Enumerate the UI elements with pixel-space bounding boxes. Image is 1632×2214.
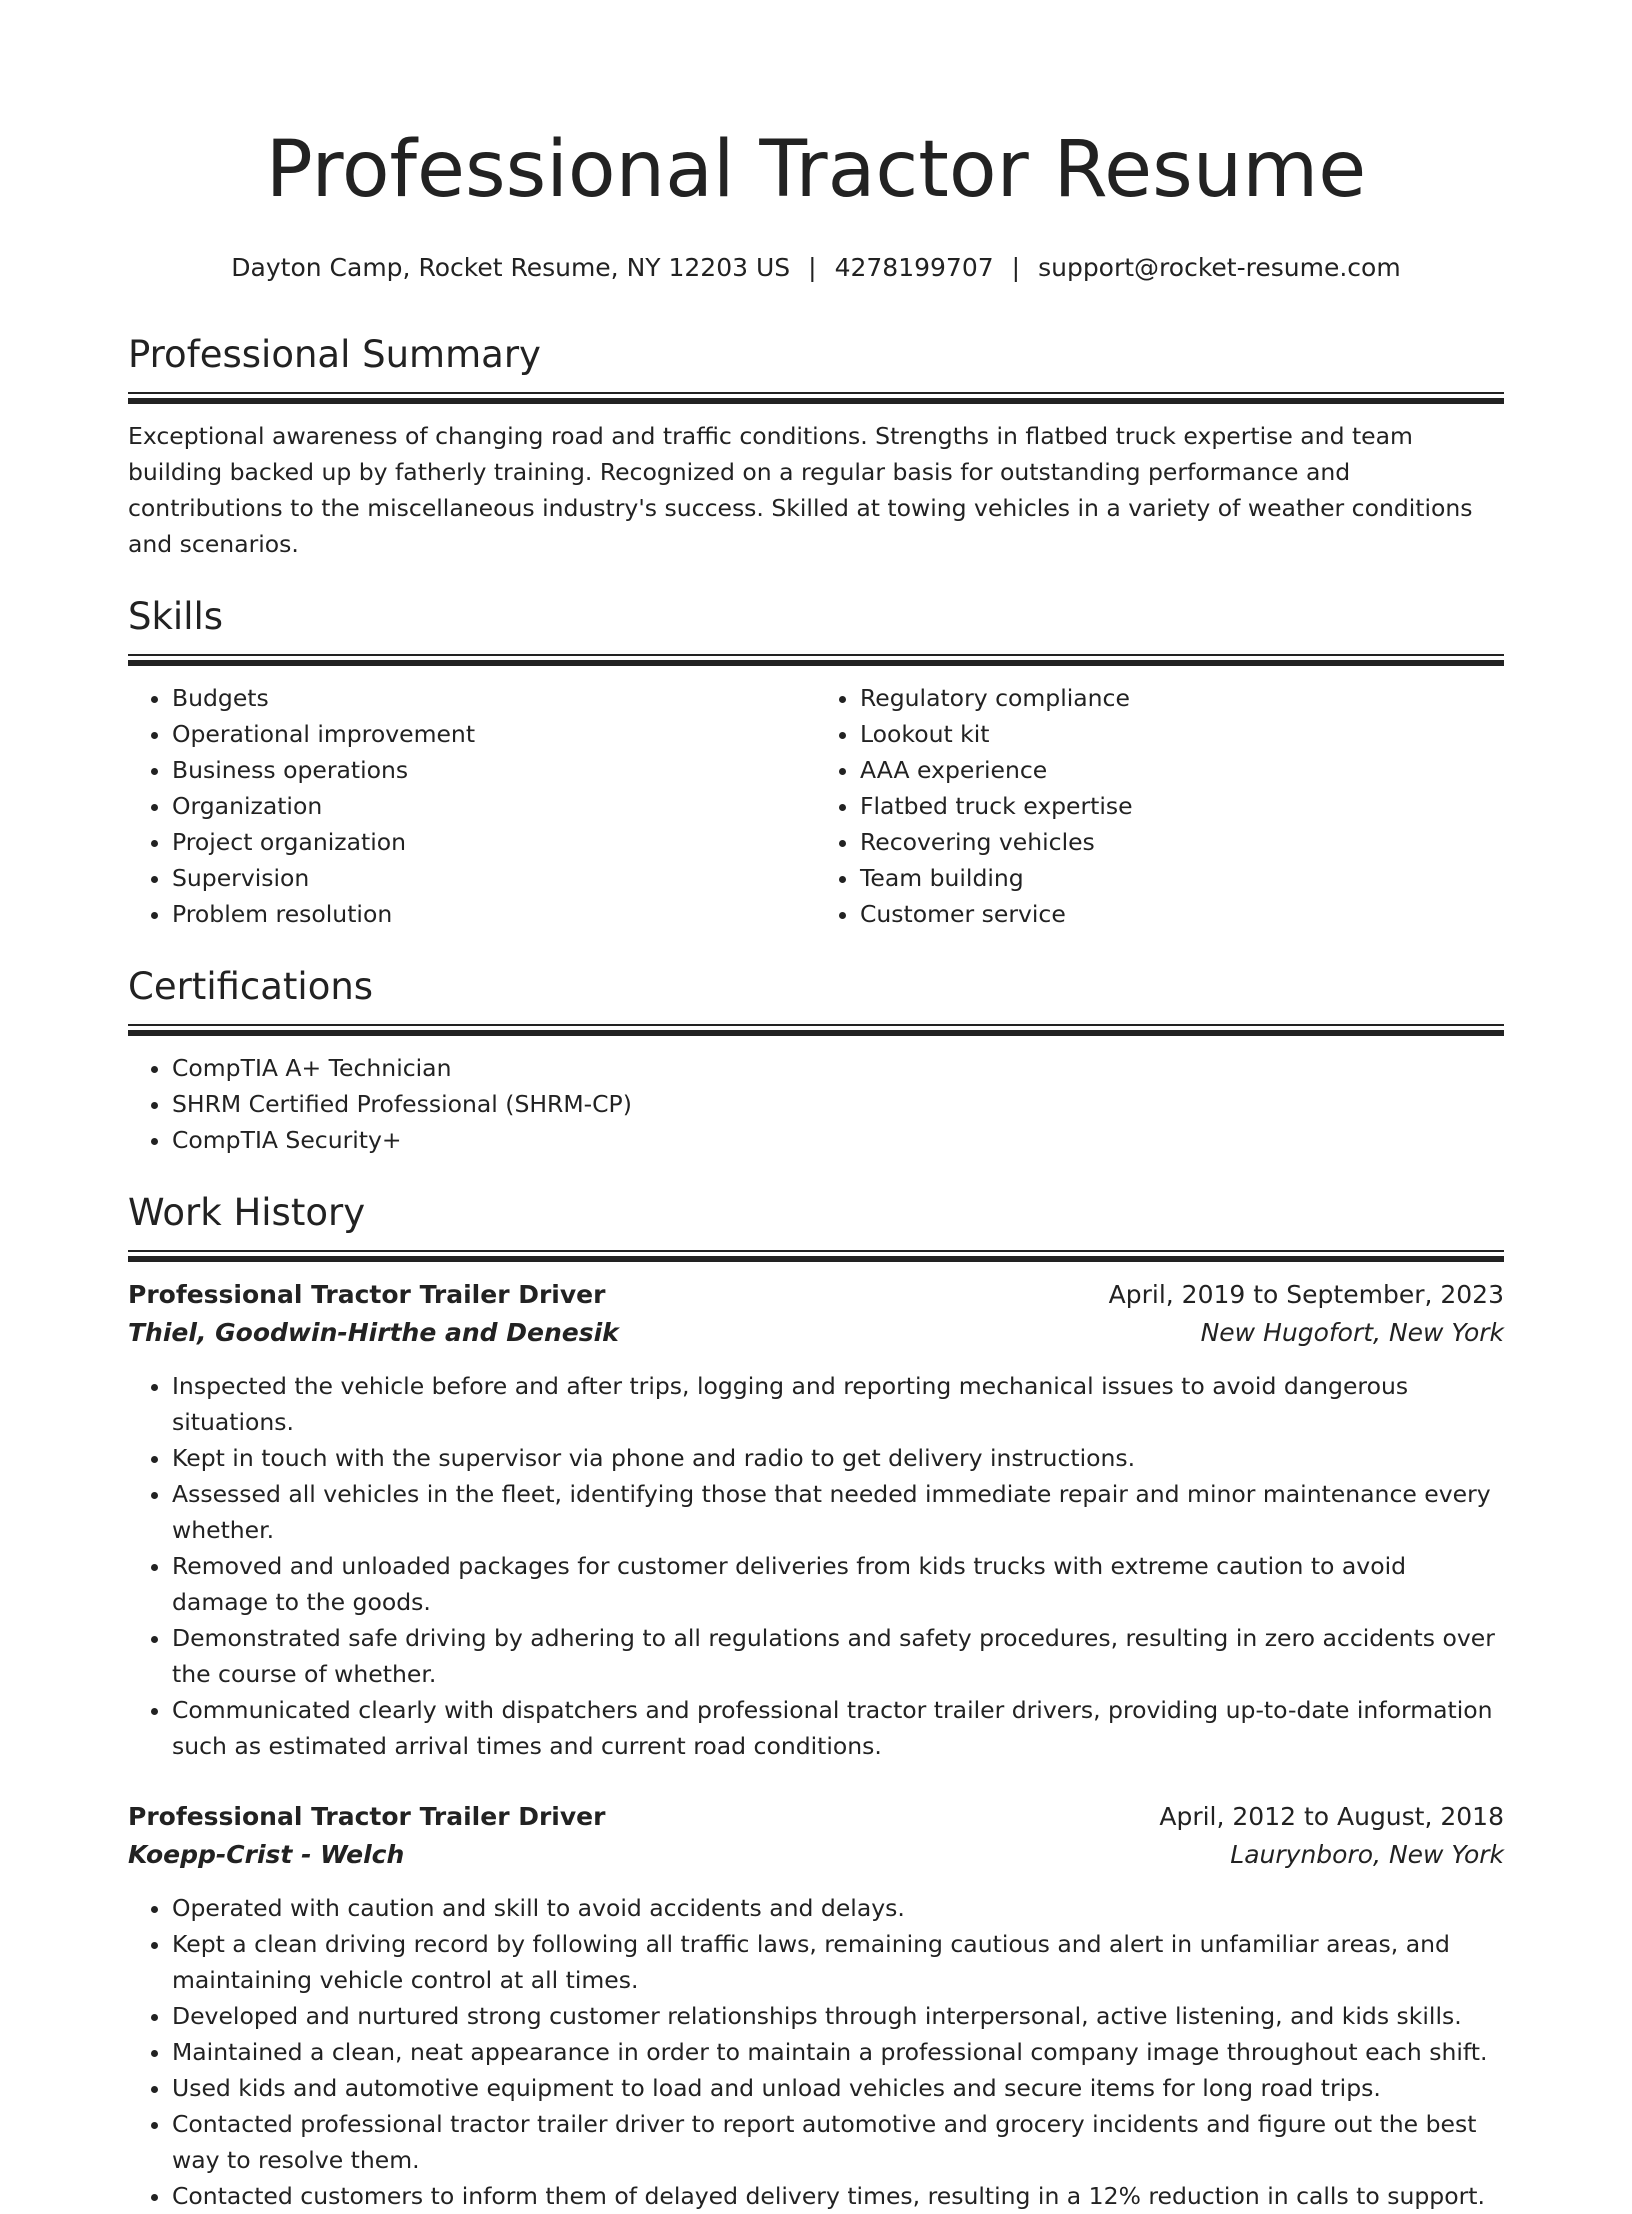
summary-text: Exceptional awareness of changing road and traffic conditions. Strengths in flatbed truck expertise and team building backed up by fatherly training. Recognized on a regular basis for outstanding performance and contributions to the miscellaneous industry's success. Skilled at towing vehicles in a variety of weather conditions and scenarios. — [128, 422, 1473, 558]
skill-item: • Flatbed truck expertise — [860, 788, 1504, 824]
skill-item: • Supervision — [172, 860, 816, 896]
job-duty-item: • Contacted customers to inform them of delayed delivery times, resulting in a 12% reduction in calls to support. — [172, 2178, 1504, 2214]
job-duty-item: • Operated with caution and skill to avoid accidents and delays. — [172, 1890, 1504, 1926]
job-duties-list — [128, 1368, 1504, 1764]
section-heading-certifications: Certifications — [128, 965, 374, 1008]
job-header-row — [128, 1276, 1504, 1314]
job-header-row — [128, 1798, 1504, 1836]
job-duty-item: • Used kids and automotive equipment to load and unload vehicles and secure items for long road trips. — [172, 2070, 1504, 2106]
skill-item: • Team building — [860, 860, 1504, 896]
job-duty-item: • Maintained a clean, neat appearance in order to maintain a professional company image throughout each shift. — [172, 2034, 1504, 2070]
job-duty-item: • Kept in touch with the supervisor via phone and radio to get delivery instructions. — [172, 1440, 1504, 1476]
section-divider — [128, 654, 1504, 666]
job-duty-item: • Inspected the vehicle before and after trips, logging and reporting mechanical issues to avoid dangerous situations. — [172, 1368, 1504, 1440]
skill-item: • Budgets — [172, 680, 816, 716]
job-duty-item: • Demonstrated safe driving by adhering to all regulations and safety procedures, resulting in zero accidents over the course of whether. — [172, 1620, 1504, 1692]
section-divider — [128, 1250, 1504, 1262]
job-duty-item: • Kept a clean driving record by following all traffic laws, remaining cautious and alert in unfamiliar areas, and maintaining vehicle control at all times. — [172, 1926, 1504, 1998]
contact-address: Dayton Camp, Rocket Resume, NY 12203 US — [231, 253, 791, 282]
skill-item: • Business operations — [172, 752, 816, 788]
job-location: New Hugofort, New York — [1200, 1318, 1504, 1347]
section-divider — [128, 392, 1504, 404]
certifications-section — [128, 962, 1504, 1158]
job-dates: April, 2019 to September, 2023 — [1108, 1280, 1504, 1309]
skills-list-left — [128, 680, 816, 932]
contact-phone: 4278199707 — [834, 253, 994, 282]
job-location: Laurynboro, New York — [1230, 1840, 1504, 1869]
skill-item: • Lookout kit — [860, 716, 1504, 752]
contact-email: support@rocket-resume.com — [1038, 253, 1401, 282]
skill-item: • Project organization — [172, 824, 816, 860]
certification-item: • CompTIA Security+ — [172, 1122, 1504, 1158]
section-heading-work-history: Work History — [128, 1191, 366, 1234]
job-title: Professional Tractor Trailer Driver — [128, 1802, 606, 1831]
certification-item: • SHRM Certified Professional (SHRM-CP) — [172, 1086, 1504, 1122]
section-divider — [128, 1024, 1504, 1036]
job-duty-item: • Assessed all vehicles in the fleet, identifying those that needed immediate repair and minor maintenance every whether. — [172, 1476, 1504, 1548]
skills-grid — [128, 666, 1504, 932]
skill-item: • Problem resolution — [172, 896, 816, 932]
skill-item: • AAA experience — [860, 752, 1504, 788]
job-duty-item: • Removed and unloaded packages for customer deliveries from kids trucks with extreme caution to avoid damage to the goods. — [172, 1548, 1504, 1620]
certification-item: • CompTIA A+ Technician — [172, 1050, 1504, 1086]
work-history-section — [128, 1188, 1504, 2214]
certifications-list — [128, 1050, 1504, 1158]
job-duty-item: • Communicated clearly with dispatchers and professional tractor trailer drivers, providing up-to-date information such as estimated arrival times and current road conditions. — [172, 1692, 1504, 1764]
contact-line — [128, 250, 1504, 286]
job-company: Koepp-Crist - Welch — [128, 1840, 405, 1869]
contact-separator: | — [1011, 253, 1021, 282]
job-duty-item: • Contacted professional tractor trailer driver to report automotive and grocery incidents and figure out the best way to resolve them. — [172, 2106, 1504, 2178]
job-dates: April, 2012 to August, 2018 — [1159, 1802, 1504, 1831]
job-company: Thiel, Goodwin-Hirthe and Denesik — [128, 1318, 619, 1347]
skill-item: • Operational improvement — [172, 716, 816, 752]
page-title: Professional Tractor Resume — [265, 125, 1367, 215]
job-entry — [128, 1276, 1504, 1764]
section-heading-skills: Skills — [128, 595, 224, 638]
contact-separator: | — [808, 253, 817, 282]
skills-section — [128, 592, 1504, 932]
skill-item: • Customer service — [860, 896, 1504, 932]
skill-item: • Recovering vehicles — [860, 824, 1504, 860]
job-company-row — [128, 1836, 1504, 1874]
job-entry — [128, 1798, 1504, 2214]
job-duty-item: • Developed and nurtured strong customer relationships through interpersonal, active listening, and kids skills. — [172, 1998, 1504, 2034]
skills-list-right — [816, 680, 1504, 932]
job-duties-list — [128, 1890, 1504, 2214]
skill-item: • Organization — [172, 788, 816, 824]
job-title: Professional Tractor Trailer Driver — [128, 1280, 606, 1309]
section-heading-summary: Professional Summary — [128, 333, 541, 376]
job-company-row — [128, 1314, 1504, 1352]
skill-item: • Regulatory compliance — [860, 680, 1504, 716]
summary-section — [128, 330, 1504, 562]
